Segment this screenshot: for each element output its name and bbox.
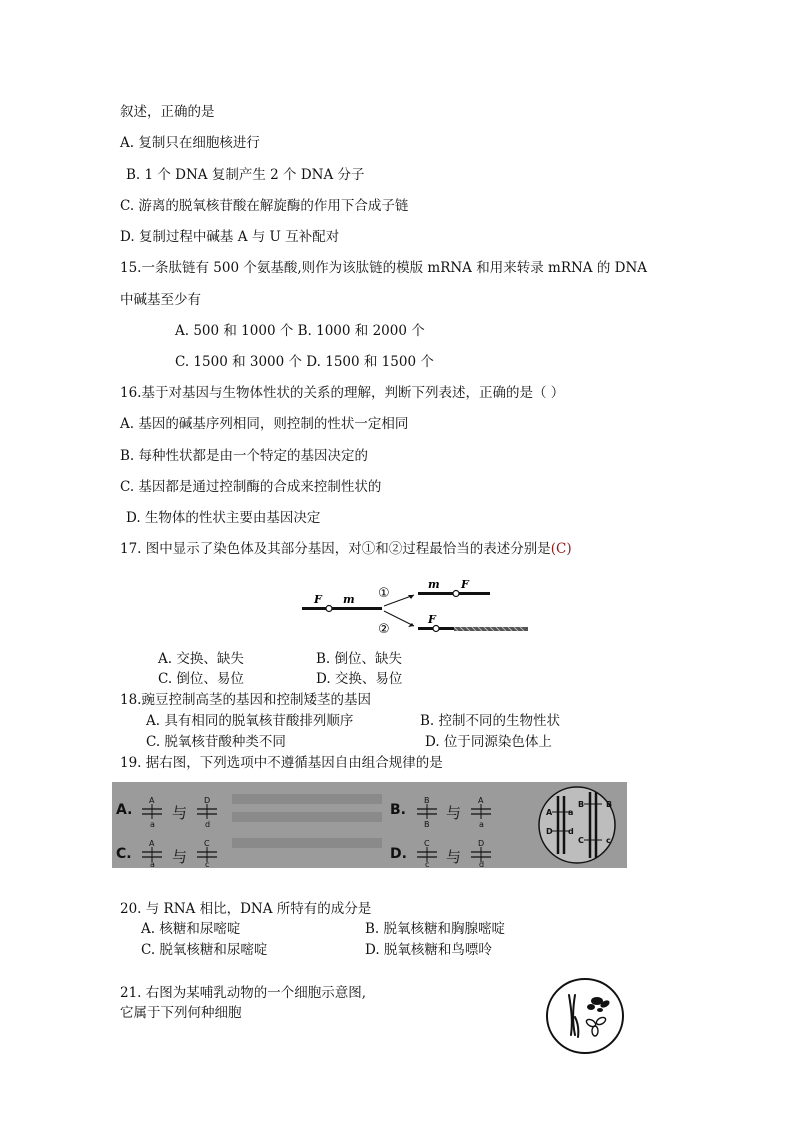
with-label: 与	[446, 848, 462, 866]
cell-allele-label: d	[568, 827, 574, 836]
cell-allele-label: c	[606, 836, 611, 845]
allele-label: A	[149, 839, 155, 848]
allele-label: d	[205, 820, 211, 829]
question-17	[120, 540, 572, 558]
allele-label: D	[478, 839, 485, 848]
q18-option-b: B. 控制不同的生物性状	[420, 713, 561, 729]
fig-option-d: D.	[390, 846, 407, 862]
cell-allele-label: B	[606, 800, 613, 809]
with-label: 与	[172, 804, 188, 822]
q18-option-c: C. 脱氧核苷酸种类不同	[146, 734, 286, 750]
allele-label: a	[479, 820, 484, 829]
allele-label: D	[204, 796, 211, 805]
gene-options-panel	[112, 782, 627, 868]
q17-option-c: C. 倒位、易位	[158, 671, 244, 687]
allele-label: B	[424, 796, 430, 805]
chromosome-pair-lines	[112, 782, 627, 868]
allele-label: A	[478, 796, 484, 805]
cell-figure	[545, 977, 627, 1055]
q16-option-a: A. 基因的碱基序列相同，则控制的性状一定相同	[120, 416, 409, 432]
q17-option-d: D. 交换、易位	[316, 671, 403, 687]
question-16: 16.基于对基因与生物体性状的关系的理解，判断下列表述，正确的是（ ）	[120, 385, 565, 401]
question-20: 20. 与 RNA 相比，DNA 所特有的成分是	[120, 901, 372, 917]
allele-label: C	[204, 839, 210, 848]
allele-label: c	[205, 860, 210, 869]
chromosome-figure	[296, 578, 532, 638]
option-c: C. 游离的脱氧核苷酸在解旋酶的作用下合成子链	[120, 198, 409, 214]
option-b: B. 1 个 DNA 复制产生 2 个 DNA 分子	[126, 167, 365, 183]
cell-allele-label: D	[546, 827, 553, 836]
gene-m-label-2: m	[428, 578, 440, 591]
step-2-label: ②	[378, 622, 390, 637]
q17-option-b: B. 倒位、缺失	[316, 651, 403, 667]
gene-f-label: F	[314, 593, 322, 606]
q20-option-a: A. 核糖和尿嘧啶	[141, 921, 241, 937]
option-a: A. 复制只在细胞核进行	[120, 135, 260, 151]
q16-option-d: D. 生物体的性状主要由基因决定	[126, 510, 321, 526]
option-d: D. 复制过程中碱基 A 与 U 互补配对	[120, 229, 340, 245]
allele-label: c	[425, 860, 430, 869]
q18-option-d: D. 位于同源染色体上	[425, 734, 552, 750]
gene-f-label-2: F	[461, 578, 469, 591]
cell-allele-label: C	[578, 836, 584, 845]
allele-label: B	[424, 820, 430, 829]
question-18: 18.豌豆控制高茎的基因和控制矮茎的基因	[120, 692, 371, 708]
q20-option-d: D. 脱氧核糖和鸟嘌呤	[365, 942, 492, 958]
text-line: 叙述，正确的是	[120, 104, 215, 120]
question-15: 15.一条肽链有 500 个氨基酸,则作为该肽链的模版 mRNA 和用来转录 mRNA 的 DNA	[120, 260, 648, 276]
cell-allele-label: B	[578, 800, 585, 809]
q18-option-a: A. 具有相同的脱氧核苷酸排列顺序	[146, 713, 354, 729]
question-21: 21. 右图为某哺乳动物的一个细胞示意图,	[120, 985, 367, 1001]
allele-label: d	[479, 860, 485, 869]
question-19: 19. 据右图，下列选项中不遵循基因自由组合规律的是	[120, 755, 443, 771]
fig-option-b: B.	[390, 802, 406, 818]
fig-option-c: C.	[116, 846, 132, 862]
allele-label: a	[150, 820, 155, 829]
q17-option-a: A. 交换、缺失	[158, 651, 244, 667]
allele-label: C	[424, 839, 430, 848]
question-17-text: 17. 图中显示了染色体及其部分基因，对①和②过程最恰当的表述分别是	[120, 541, 551, 557]
fig-option-a: A.	[116, 802, 133, 818]
q20-option-c: C. 脱氧核糖和尿嘧啶	[141, 942, 268, 958]
q16-option-c: C. 基因都是通过控制酶的合成来控制性状的	[120, 479, 382, 495]
gene-f-label-3: F	[428, 613, 436, 626]
question-21-cont: 它属于下列何种细胞	[120, 1005, 242, 1021]
with-label: 与	[446, 804, 462, 822]
q15-options-ab: A. 500 和 1000 个 B. 1000 和 2000 个	[175, 323, 425, 339]
q20-option-b: B. 脱氧核糖和胸腺嘧啶	[365, 921, 506, 937]
q15-options-cd: C. 1500 和 3000 个 D. 1500 和 1500 个	[175, 354, 434, 370]
allele-label: A	[149, 796, 155, 805]
q16-option-b: B. 每种性状都是由一个特定的基因决定的	[120, 448, 369, 464]
with-label: 与	[172, 848, 188, 866]
cell-allele-label: A	[546, 808, 553, 817]
gene-m-label: m	[343, 593, 355, 606]
question-17-answer: (C)	[550, 541, 572, 557]
question-15-cont: 中碱基至少有	[120, 292, 201, 308]
allele-label: a	[150, 860, 155, 869]
cell-allele-label: a	[568, 808, 574, 817]
step-1-label: ①	[378, 586, 390, 601]
